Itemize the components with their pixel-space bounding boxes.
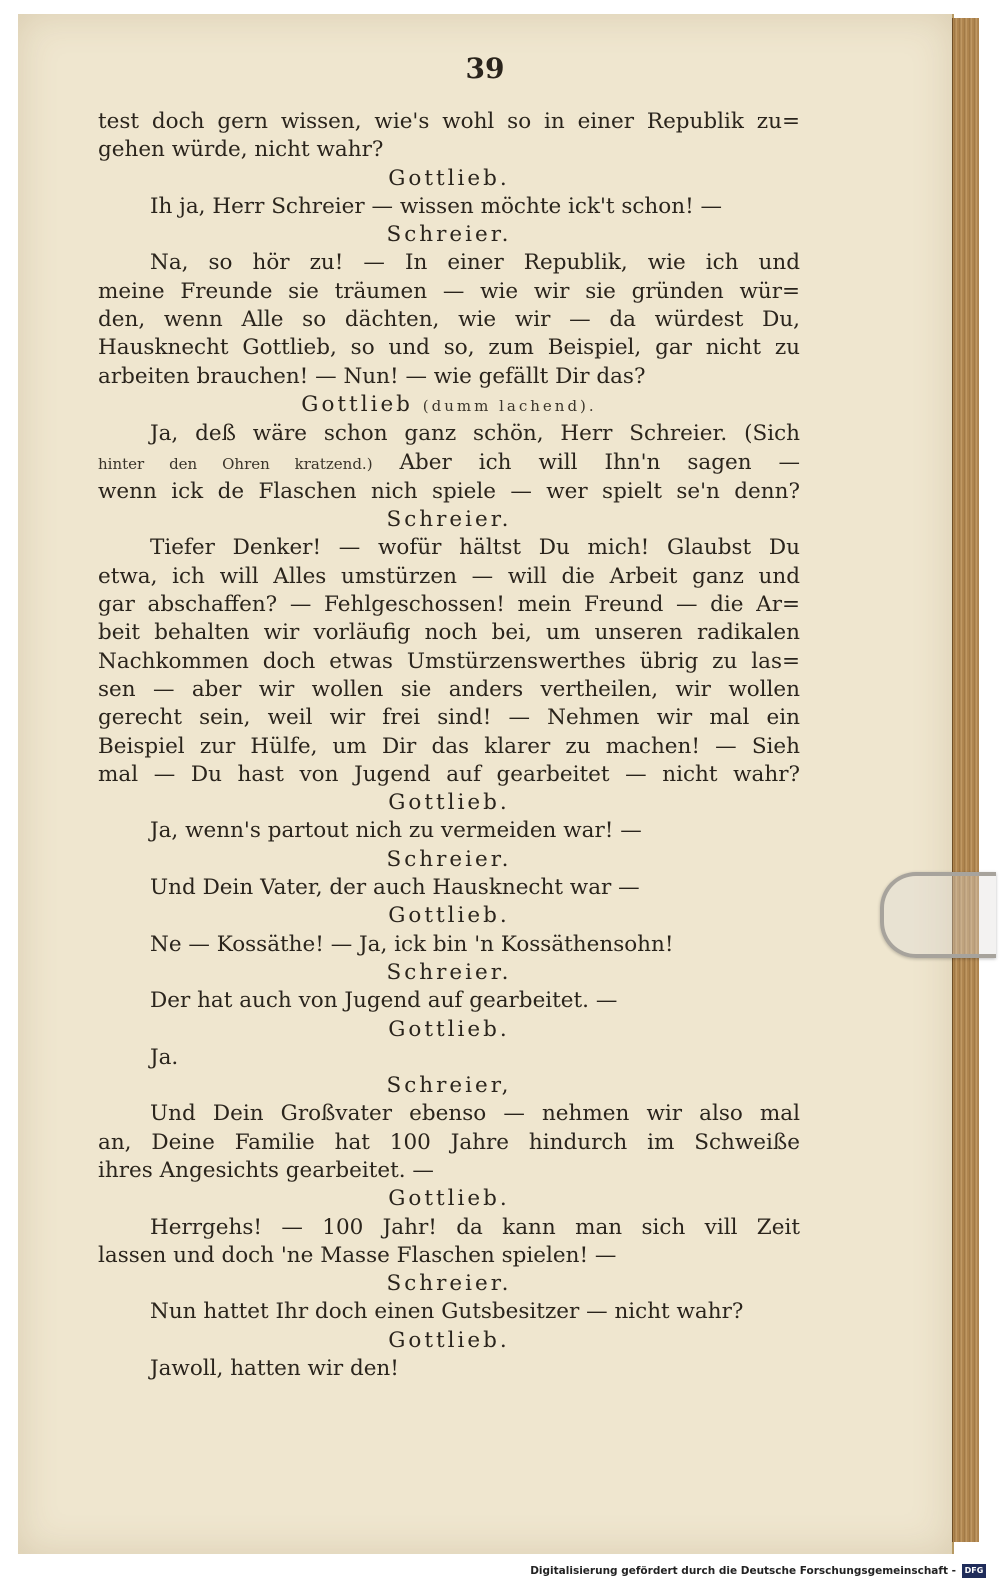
text-line: Der hat auch von Jugend auf gearbeitet. —	[150, 988, 618, 1014]
speaker-name: Gottlieb	[301, 391, 413, 417]
text-line: beit behalten wir vorläufig noch bei, um unseren radikalen	[98, 620, 800, 646]
dfg-logo-icon: DFG	[962, 1564, 986, 1578]
text-line: wenn ick de Flaschen nich spiele — wer spielt se'n denn?	[98, 478, 800, 504]
text-line: Hausknecht Gottlieb, so und so, zum Beispiel, gar nicht zu	[98, 335, 800, 361]
speaker-name: Gottlieb.	[388, 790, 510, 816]
text-line: Ja.	[150, 1044, 179, 1070]
text-line: arbeiten brauchen! — Nun! — wie gefällt Dir das?	[98, 363, 646, 389]
text-line	[98, 449, 800, 478]
text-fragment: Aber ich will Ihn'n sagen —	[399, 449, 800, 475]
stage-direction: (dumm lachend).	[422, 396, 597, 415]
text-line: etwa, ich will Alles umstürzen — will die Arbeit ganz und	[98, 563, 800, 589]
speaker-name: Schreier.	[386, 507, 512, 533]
text-line: ihres Angesichts gearbeitet. —	[98, 1157, 434, 1183]
text-line: den, wenn Alle so dächten, wie wir — da würdest Du,	[98, 307, 800, 333]
speaker-name: Schreier.	[386, 1271, 512, 1297]
text-line: Und Dein Großvater ebenso — nehmen wir also mal	[150, 1101, 800, 1127]
book-edge	[952, 18, 979, 1542]
speaker-name: Gottlieb.	[388, 1016, 510, 1042]
text-line: mal — Du hast von Jugend auf gearbeitet — nicht wahr?	[98, 761, 800, 787]
speaker-name: Gottlieb.	[388, 165, 510, 191]
text-line: gar abschaffen? — Fehlgeschossen! mein Freund — die Ar=	[98, 592, 800, 618]
speaker-name: Schreier.	[386, 222, 512, 248]
speaker-heading	[98, 391, 800, 420]
text-line: Na, so hör zu! — In einer Republik, wie ich und	[150, 250, 800, 276]
text-line: gehen würde, nicht wahr?	[98, 137, 384, 163]
text-line: Jawoll, hatten wir den!	[150, 1356, 399, 1382]
text-line: Nun hattet Ihr doch einen Gutsbesitzer — nicht wahr?	[150, 1299, 744, 1325]
speaker-name: Gottlieb.	[388, 903, 510, 929]
speaker-name: Schreier.	[386, 846, 512, 872]
digitization-credit: Digitalisierung gefördert durch die Deutsche Forschungsgemeinschaft -	[530, 1565, 956, 1577]
text-line: test doch gern wissen, wie's wohl so in einer Republik zu=	[98, 109, 800, 134]
play-dialogue-text	[98, 108, 800, 1383]
text-line: gerecht sein, weil wir frei sind! — Nehmen wir mal ein	[98, 705, 800, 731]
speaker-name: Schreier.	[386, 959, 512, 985]
text-line: Herrgehs! — 100 Jahr! da kann man sich vill Zeit	[150, 1214, 800, 1240]
speaker-name: Gottlieb.	[388, 1186, 510, 1212]
text-line: Ja, wenn's partout nich zu vermeiden war! —	[150, 818, 642, 844]
text-line: Ne — Kossäthe! — Ja, ick bin 'n Kossäthensohn!	[150, 931, 674, 957]
text-line: lassen und doch 'ne Masse Flaschen spielen! —	[98, 1242, 617, 1268]
text-line: sen — aber wir wollen sie anders vertheilen, wir wollen	[98, 676, 800, 702]
text-line: Ja, deß wäre schon ganz schön, Herr Schreier. (Sich	[150, 421, 800, 447]
stage-direction: hinter den Ohren kratzend.)	[98, 454, 373, 473]
text-line: Und Dein Vater, der auch Hausknecht war —	[150, 875, 640, 901]
text-line: an, Deine Familie hat 100 Jahre hindurch im Schweiße	[98, 1129, 800, 1155]
page-number: 39	[465, 52, 505, 85]
text-line: Ih ja, Herr Schreier — wissen möchte ick't schon! —	[150, 193, 723, 219]
speaker-name: Gottlieb.	[388, 1327, 510, 1353]
text-line: Tiefer Denker! — wofür hältst Du mich! Glaubst Du	[150, 535, 800, 561]
text-line: Beispiel zur Hülfe, um Dir das klarer zu machen! — Sieh	[98, 733, 800, 759]
text-line: meine Freunde sie träumen — wie wir sie gründen wür=	[98, 278, 800, 304]
page-clip	[880, 872, 996, 958]
speaker-name: Schreier,	[386, 1073, 512, 1099]
text-line: Nachkommen doch etwas Umstürzenswerthes übrig zu las=	[98, 648, 800, 674]
